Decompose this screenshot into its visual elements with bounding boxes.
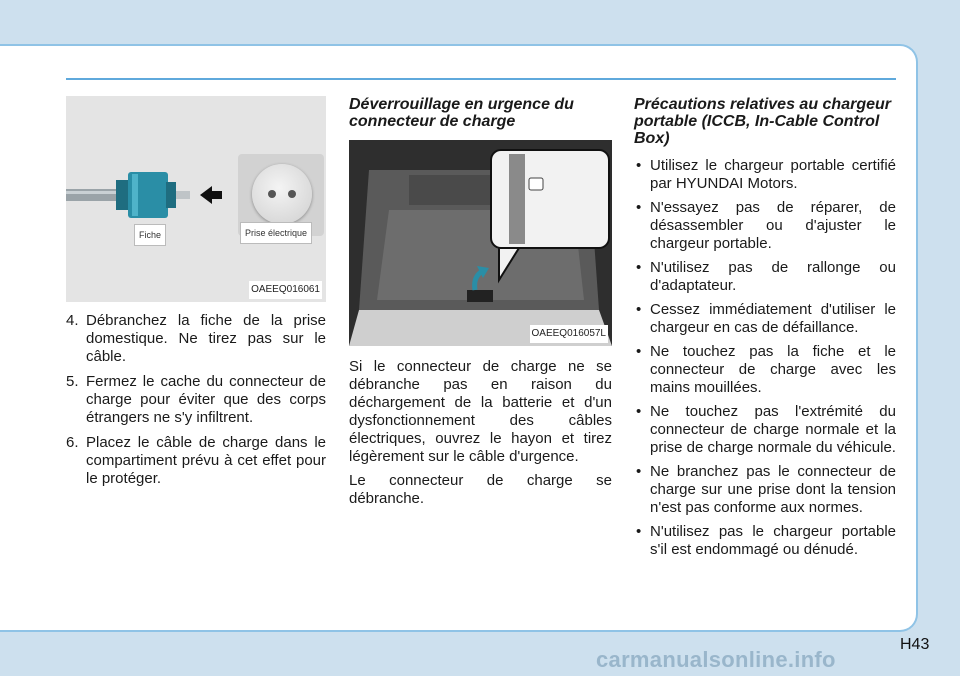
- header-rule: [66, 78, 896, 80]
- trunk-figure: [349, 140, 612, 346]
- socket-icon: [252, 164, 312, 224]
- step-number: 4.: [66, 312, 79, 329]
- paragraph: Le connecteur de charge se débranche.: [349, 472, 612, 507]
- bullet-icon: •: [636, 523, 642, 540]
- bullet-text: N'utilisez pas le chargeur portable s'il est endommagé ou dénudé.: [650, 523, 896, 558]
- bullet-text: Ne touchez pas la fiche et le connecteur de charge avec les mains mouillées.: [650, 343, 896, 396]
- plug-socket-figure: [66, 96, 326, 302]
- step-text: Fermez le cache du connecteur de charge pour éviter que des corps étrangers ne s'y infiltrent.: [86, 373, 326, 426]
- list-item: [634, 157, 896, 193]
- bullet-text: N'essayez pas de réparer, de désassembler ou d'ajuster le chargeur portable.: [650, 199, 896, 252]
- list-item: [634, 259, 896, 295]
- list-item: [634, 199, 896, 253]
- bullet-icon: •: [636, 157, 642, 174]
- step-number: 6.: [66, 434, 79, 451]
- bullet-icon: •: [636, 301, 642, 318]
- bullet-text: Cessez immédiatement d'utiliser le chargeur en cas de défaillance.: [650, 301, 896, 336]
- section-title: Déverrouillage en urgence du connecteur de charge: [349, 96, 574, 130]
- plug-label: Fiche: [134, 224, 166, 246]
- page-number: H43: [900, 636, 930, 653]
- list-item: [634, 301, 896, 337]
- list-item: [634, 403, 896, 457]
- step-number: 5.: [66, 373, 79, 390]
- figure-code: OAEEQ016061: [249, 281, 322, 299]
- section-title: Précautions relatives au chargeur portable (ICCB, In-Cable Control Box): [634, 96, 891, 147]
- list-item: [66, 434, 326, 488]
- step-text: Placez le câble de charge dans le compartiment prévu à cet effet pour le protéger.: [86, 434, 326, 487]
- bullet-icon: •: [636, 403, 642, 420]
- steps-list: [66, 312, 326, 488]
- precautions-list: [634, 157, 896, 559]
- bullet-icon: •: [636, 343, 642, 360]
- trunk-illustration: [349, 140, 612, 346]
- socket-panel: [238, 154, 324, 236]
- watermark: carmanualsonline.info: [596, 647, 836, 672]
- bullet-text: Ne branchez pas le connecteur de charge sur une prise dont la tension n'est pas conforme aux normes.: [650, 463, 896, 516]
- bullet-icon: •: [636, 463, 642, 480]
- list-item: [634, 463, 896, 517]
- bullet-icon: •: [636, 199, 642, 216]
- column-3: [634, 96, 896, 565]
- list-item: [634, 523, 896, 559]
- step-text: Débranchez la fiche de la prise domestique. Ne tirez pas sur le câble.: [86, 312, 326, 365]
- bullet-text: Ne touchez pas l'extrémité du connecteur de charge normale et la prise de charge normale du véhicule.: [650, 403, 896, 456]
- list-item: [66, 312, 326, 366]
- figure-code: OAEEQ016057L: [530, 325, 609, 343]
- column-2: [349, 96, 612, 514]
- socket-label: Prise électrique: [240, 222, 312, 244]
- column-1: [66, 96, 326, 495]
- bullet-icon: •: [636, 259, 642, 276]
- bullet-text: N'utilisez pas de rallonge ou d'adaptateur.: [650, 259, 896, 294]
- paragraph: Si le connecteur de charge ne se débranche pas en raison du déchargement de la batterie et d'un dysfonctionnement des câbles électriques, ouvrez le hayon et tirez légèrement sur le câble d'urgence.: [349, 358, 612, 465]
- list-item: [66, 373, 326, 427]
- list-item: [634, 343, 896, 397]
- bullet-text: Utilisez le chargeur portable certifié par HYUNDAI Motors.: [650, 157, 896, 192]
